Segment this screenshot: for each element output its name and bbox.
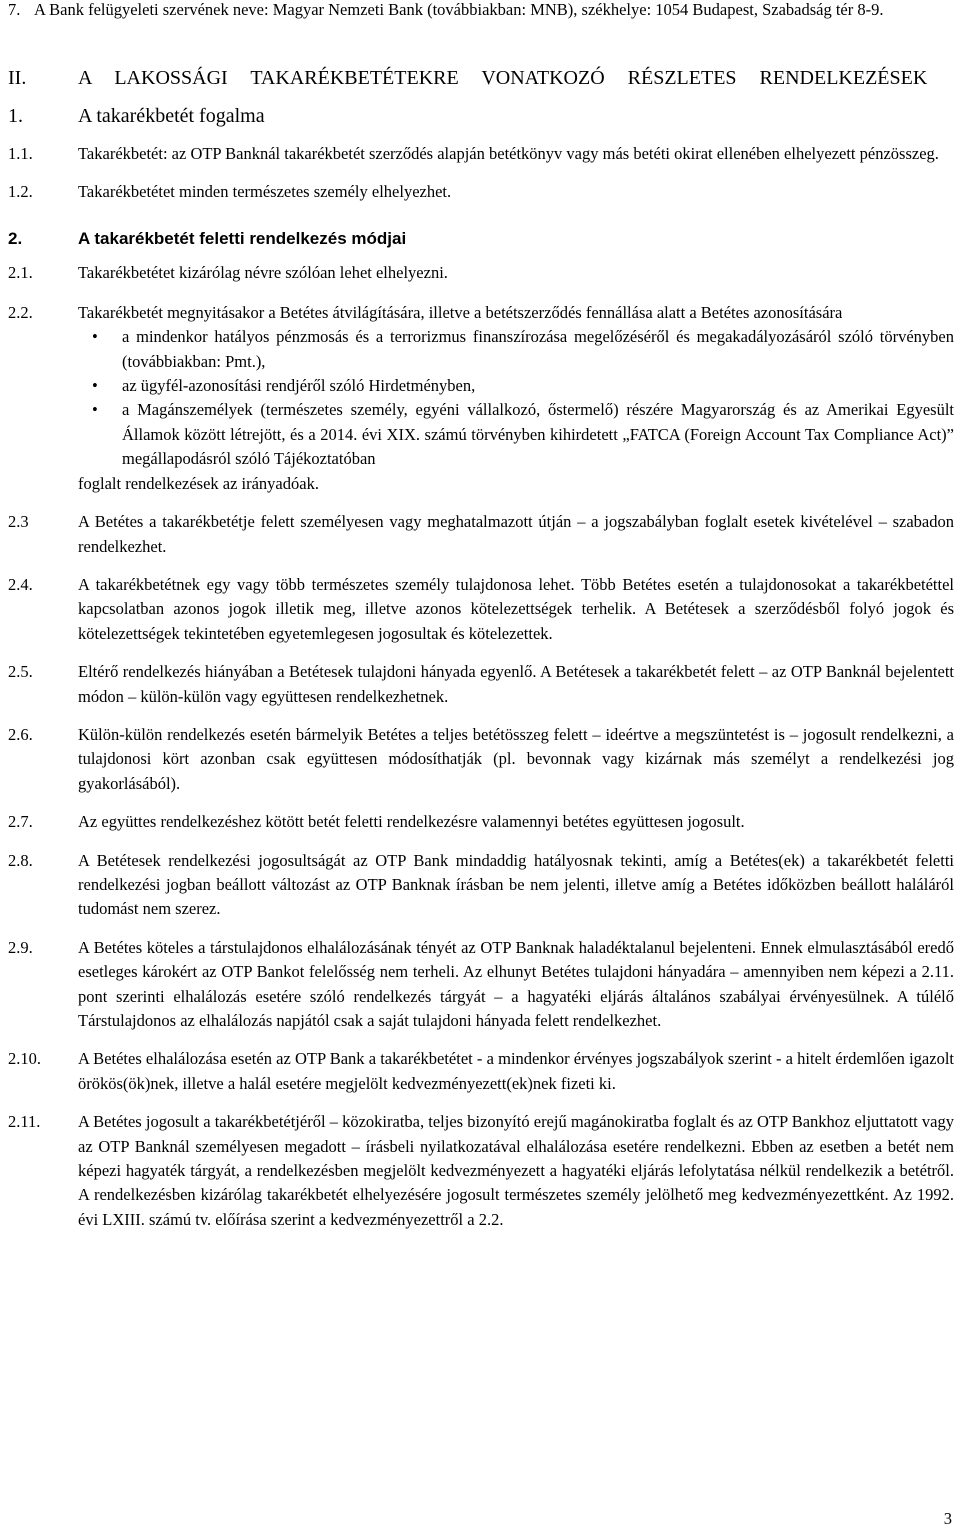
document-page — [8, 0, 954, 1232]
section-number: 1. — [8, 104, 23, 127]
item-text: Takarékbetétet kizárólag névre szólóan lehet elhelyezni. — [78, 263, 448, 283]
item-number: 1.2. — [8, 181, 33, 201]
item-number: 2.3 — [8, 512, 29, 532]
item-2-8 — [8, 849, 954, 922]
item-2-9 — [8, 936, 954, 1034]
item-number: 2.9. — [8, 937, 33, 957]
list-item — [78, 374, 954, 398]
list-item — [78, 325, 954, 374]
subsection-heading-2 — [8, 227, 954, 251]
item-number: 2.1. — [8, 263, 33, 283]
item-number: 2.5. — [8, 662, 33, 682]
item-number: 2.10. — [8, 1049, 41, 1069]
subsection-heading-1 — [8, 104, 954, 128]
item-closing-text: foglalt rendelkezések az irányadóak. — [78, 473, 319, 493]
item-text: A takarékbetétnek egy vagy több természetes személy tulajdonosa lehet. Több Betétes esetén a tulajdonosokat a takarékbetéttel kapcsolatban azonos jogok illetik meg, illetve azonos kötelezettségek terhelik. A Betétesek a szerződésből folyó jogok és kötelezettségek tekintetében egyetemlegesen jogosultak és kötelezettek. — [78, 574, 954, 643]
list-item — [78, 398, 954, 471]
bullet-list — [78, 325, 954, 471]
section-number: II. — [8, 67, 27, 90]
item-number: 2.2. — [8, 302, 33, 322]
item-text: Eltérő rendelkezés hiányában a Betétesek tulajdoni hányada egyenlő. A Betétesek a takarékbetét felett – az OTP Banknál bejelentett módon – külön-külön vagy együttesen rendelkezhetnek. — [78, 662, 954, 706]
section-title: A takarékbetét feletti rendelkezés módjai — [78, 229, 407, 249]
item-2-6 — [8, 723, 954, 796]
item-text: A Betétes elhalálozása esetén az OTP Bank a takarékbetétet - a mindenkor érvényes jogszabályok szerint - a hitelt érdemlően igazolt örökös(ök)nek, illetve a halál esetére megjelölt kedvezményezett(ek)nek fizeti ki. — [78, 1049, 954, 1093]
item-text: Takarékbetét megnyitásakor a Betétes átvilágítására, illetve a betétszerződés fennállása alatt a Betétes azonosítására — [78, 302, 843, 322]
item-text: Takarékbetét: az OTP Banknál takarékbetét szerződés alapján betétkönyv vagy más betéti okirat ellenében elhelyezett pénzösszeg. — [78, 144, 939, 164]
item-text: A Betétes köteles a társtulajdonos elhalálozásának tényét az OTP Banknak haladéktalanul bejelenteni. Ennek elmulasztásából eredő esetleges károkért az OTP Bankot felelősség nem terheli. Az elhunyt Betétes tulajdoni hányadára – amennyiben nem képezi a 2.11. pont szerinti elhalálozás esetére szóló rendelkezés tárgyát – a hagyatéki eljárás általános szabályai érvényesülnek. A túlélő Társtulajdonos az elhalálozás napjától csak a saját tulajdoni hányada felett rendelkezhet. — [78, 937, 954, 1030]
item-body — [78, 301, 954, 496]
intro-item — [8, 0, 954, 22]
item-1-1 — [8, 142, 954, 166]
item-text: Takarékbetétet minden természetes személy elhelyezhet. — [78, 181, 452, 201]
section-number: 2. — [8, 229, 23, 249]
item-text: A Betétes a takarékbetétje felett személyesen vagy meghatalmazott útján – a jogszabályban foglalt esetek kivételével – szabadon rendelkezhet. — [78, 512, 954, 556]
item-text: A Betétesek rendelkezési jogosultságát az OTP Bank mindaddig hatályosnak tekinti, amíg a Betétes(ek) a takarékbetét feletti rendelkezési jogban beállott változást az OTP Banknak írásban be nem jelenti, illetve amíg a Betétes időközben beállott haláláról tudomást nem szerez. — [78, 850, 954, 919]
item-number: 2.11. — [8, 1112, 41, 1132]
item-number: 2.7. — [8, 812, 33, 832]
item-number: 2.8. — [8, 850, 33, 870]
bullet-icon: • — [92, 376, 98, 396]
section-heading-ii — [8, 66, 954, 90]
item-2-3 — [8, 510, 954, 559]
item-number: 2.4. — [8, 574, 33, 594]
page-number: 3 — [943, 1509, 952, 1528]
item-2-5 — [8, 660, 954, 709]
item-text: A Betétes jogosult a takarékbetétjéről – közokiratba, teljes bizonyító erejű magánokiratba foglalt és az OTP Bankhoz eljuttatott vagy az OTP Banknál személyesen megadott – írásbeli nyilatkozatával elhalálozása esetére rendelkezni. Ebben az esetben a betét nem képezi hagyaték tárgyát, a rendelkezésben megjelölt kedvezményezett a hagyatéki eljárás lefolytatása nélkül rendelkezik a betétről. A rendelkezésben kizárólag takarékbetét elhelyezésére jogosult természetes személy jelölhető meg kedvezményezettként. Az 1992. évi LXIII. számú tv. előírása szerint a kedvezményezettről a 2.2. — [78, 1112, 954, 1229]
section-title: A LAKOSSÁGI TAKARÉKBETÉTEKRE VONATKOZÓ RÉSZLETES RENDELKEZÉSEK — [78, 67, 928, 90]
list-item-text: a Magánszemélyek (természetes személy, egyéni vállalkozó, őstermelő) részére Magyarország és az Amerikai Egyesült Államok között létrejött, és a 2014. évi XIX. számú törvényben kihirdetett „FATCA (Foreign Account Tax Compliance Act)” megállapodásról szóló Tájékoztatóban — [122, 400, 954, 469]
bullet-icon: • — [92, 327, 98, 347]
list-item-text: a mindenkor hatályos pénzmosás és a terrorizmus finanszírozása megelőzéséről és megakadályozásáról szóló törvényben (továbbiakban: Pmt.), — [122, 327, 954, 371]
item-number: 7. — [8, 0, 21, 19]
item-number: 1.1. — [8, 144, 33, 164]
bullet-icon: • — [92, 400, 98, 420]
item-2-4 — [8, 573, 954, 646]
item-text: Külön-külön rendelkezés esetén bármelyik Betétes a teljes betétösszeg felett – ideértve a megszüntetést is – jogosult rendelkezni, a tulajdonosi kört azonban csak együttesen módosíthatják (pl. bevonnak vagy kizárnak más személyt a rendelkezési jog gyakorlásából). — [78, 724, 954, 793]
item-number: 2.6. — [8, 724, 33, 744]
item-2-2 — [8, 301, 954, 496]
item-2-11 — [8, 1110, 954, 1232]
item-text: Az együttes rendelkezéshez kötött betét feletti rendelkezésre valamennyi betétes együttesen jogosult. — [78, 812, 745, 832]
item-text: A Bank felügyeleti szervének neve: Magyar Nemzeti Bank (továbbiakban: MNB), székhelye: 1054 Budapest, Szabadság tér 8-9. — [34, 0, 884, 19]
item-2-1 — [8, 261, 954, 285]
item-1-2 — [8, 180, 954, 204]
list-item-text: az ügyfél-azonosítási rendjéről szóló Hirdetményben, — [122, 376, 476, 396]
item-2-7 — [8, 810, 954, 834]
item-2-10 — [8, 1047, 954, 1096]
section-title: A takarékbetét fogalma — [78, 104, 265, 127]
